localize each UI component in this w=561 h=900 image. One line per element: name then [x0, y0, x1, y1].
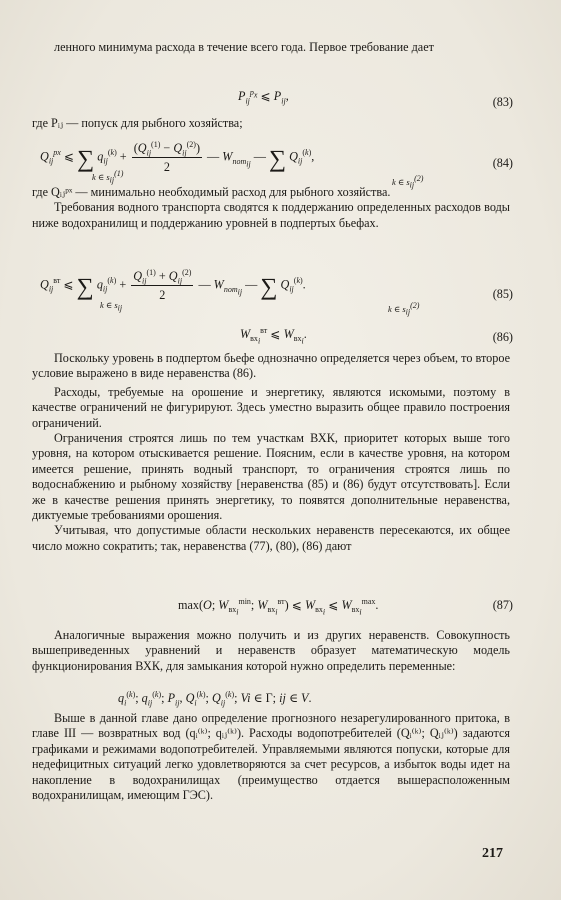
equation-87: max(O; $W_{вх_i}^{min}$; $W_{вх_i}^{вт}$) ⩽ $W_{вх_i}$ ⩽ $W_{вх_i}^{max}$. [178, 596, 379, 618]
equation-number: (86) [492, 330, 513, 344]
sum-index: k ∈ $s_{ij}^{(2)}$ [392, 174, 424, 190]
text-block-5 [32, 628, 510, 674]
sum-index: k ∈ $s_{ij}^{(1)}$ [92, 169, 124, 185]
paragraph: где Pᵢⱼ — попуск для рыбного хозяйства; [32, 116, 243, 130]
text-block-4 [32, 351, 510, 554]
paragraph: Требования водного транспорта сводятся к поддержанию определенных расходов воды ниже водохранилищ и поддержанию уровней в подпертых бьефах. [32, 200, 510, 230]
paragraph: ленного минимума расхода в течение всего года. Первое требование дает [54, 40, 434, 54]
text-block-1 [32, 40, 510, 55]
text-block-2 [32, 116, 510, 131]
paragraph: Выше в данной главе дано определение прогнозного незарегулированного притока, в главе III — возвратных вод (qᵢ⁽ᵏ⁾; qᵢⱼ⁽ᵏ⁾). Расходы водопотребителей (Qᵢ⁽ᵏ⁾; Qᵢⱼ⁽ᵏ⁾) задаются графиками и режимами водопотребителей. Управляемыми являются попуски, которые для недефицитных ситуаций легко удовлетворяются за счет ресурсов, а избыток воды идет на накопление в водохранилищах (преимущество отдается вышерасположенным водохранилищам, имеющим ГЭС). [32, 711, 510, 803]
text-block-3 [32, 185, 510, 231]
equation-number: (83) [492, 95, 513, 109]
equation-number: (87) [492, 598, 513, 612]
sum-index: k ∈ $s_{ij}$ [100, 300, 123, 313]
text-block-6 [32, 711, 510, 803]
page-number: 217 [482, 846, 503, 861]
equation-85: $Q_{ij}^{вт}$ ⩽ ∑ $q_{ij}^{(k)}$ + $\frac{Q_{ij}^{(1)} + Q_{ij}^{(2)}}{2}$ — $W_{пот_{ij}}$ — ∑ $Q_{ij}^{(k)}$. [40, 267, 306, 302]
paragraph: Поскольку уровень в подпертом бьефе однозначно определяется через объем, то второе условие выражено в виде неравенства (86). [32, 351, 510, 381]
equation-84: $Q_{ij}^{px}$ ⩽ ∑ $q_{ij}^{(k)}$ + $\frac{(Q_{ij}^{(1)} - Q_{ij}^{(2)})}{2}$ — $W_{пот_{ij}}$ — ∑ $Q_{ij}^{(k)}$, [40, 139, 315, 174]
equation-number: (84) [492, 156, 513, 170]
paragraph: Учитывая, что допустимые области нескольких неравенств пересекаются, их общее число можно сократить; так, неравенства (77), (80), (86) дают [32, 523, 510, 553]
variables-list: $q_i^{(k)}$; $q_{ij}^{(k)}$; $P_{ij}$, $Q_i^{(k)}$; $Q_{ij}^{(k)}$; Vi ∈ Γ; ij ∈ V. [118, 689, 312, 708]
equation-83: $P_{ij}^{p_x}$ ⩽ $P_{ij}$, [238, 87, 289, 106]
equation-number: (85) [492, 287, 513, 301]
paragraph: Аналогичные выражения можно получить и из других неравенств. Совокупность вышеприведенных уравнений и неравенств образует математическую модель функционирования ВХК, для замыкания которой нужно определить переменные: [32, 628, 510, 673]
paragraph: Ограничения строятся лишь по тем участкам ВХК, приоритет которых выше того уровня, на котором отыскивается решение. Поясним, если в качестве уровня, на котором имеется решение, принять водный транспорт, то ограничения строятся лишь по водоснабжению и рыбному хозяйству [неравенства (85) и (86) будут отсутствовать]. Если же в качестве решения принять энергетику, то появятся дополнительные неравенства, диктуемые требованиями орошения. [32, 431, 510, 523]
equation-86: $W_{вх_i}^{вт}$ ⩽ $W_{вх_i}$. [240, 325, 307, 347]
paragraph: где Qᵢⱼᵖˣ — минимально необходимый расход для рыбного хозяйства. [32, 185, 391, 199]
sum-index: k ∈ $s_{ij}^{(2)}$ [388, 301, 420, 317]
paragraph: Расходы, требуемые на орошение и энергетику, являются искомыми, поэтому в качестве ограничений не фигурируют. Здесь уместно выразить общее правило построения ограничений. [32, 384, 510, 430]
